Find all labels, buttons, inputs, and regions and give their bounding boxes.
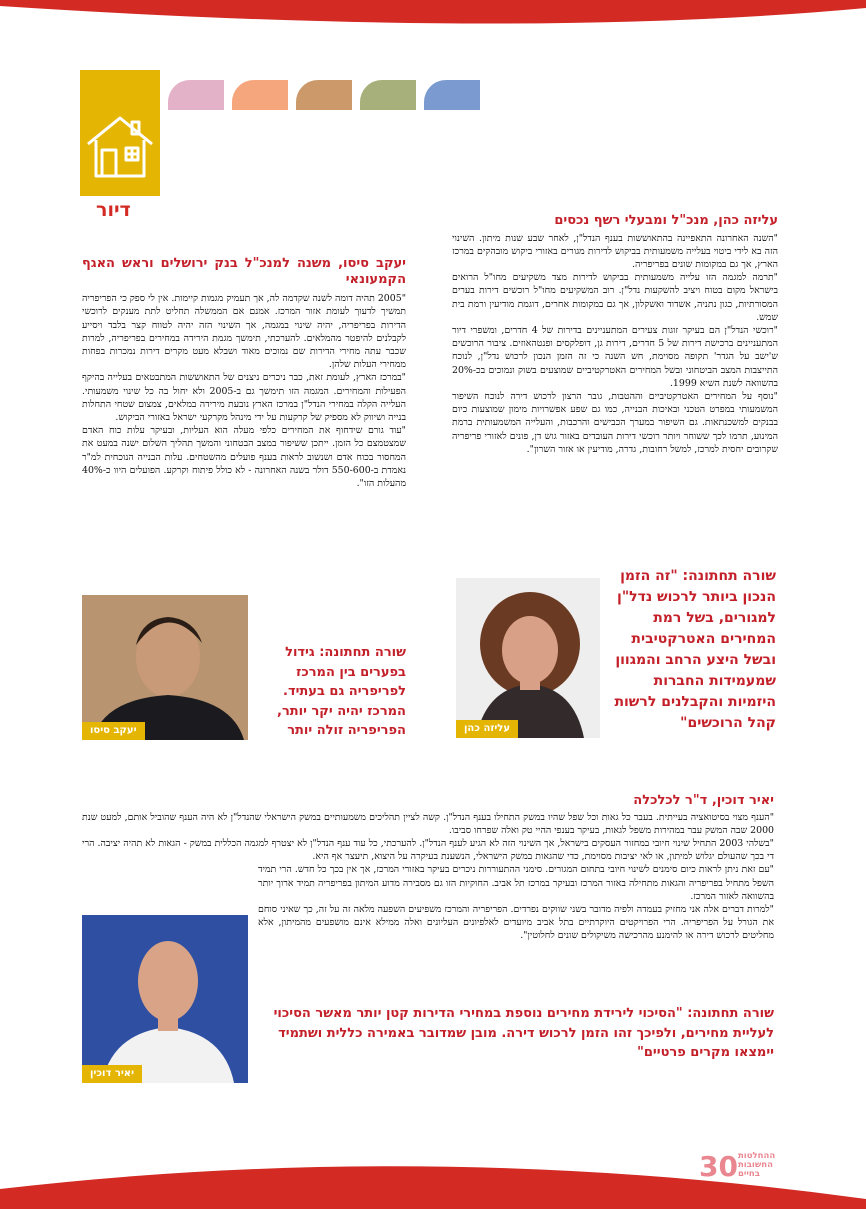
top-wave-decoration xyxy=(0,0,866,40)
paragraph: "עם זאת ניתן לראות כיום סימנים לשינוי חיובי בתחום המגורים. סימני ההתעוררות ניכרים בעיקר באזורי המרכז, אך אין בכך כל חדש. הרי תמיד השפל מתחיל בפריפריה והגאות מתחילה באזור המרכז ובעיקר במרכז תל אביב. החוקיות הזו גם מסבירה מדוע המיתון בפריפריה תמיד ארוך יותר בהשוואה לאזור המרכז. xyxy=(258,864,774,902)
portrait-photo xyxy=(456,578,600,738)
section-color-tabs xyxy=(168,80,480,110)
paragraph: "עוד גורם שידחוף את המחירים כלפי מעלה הוא העליות, ובעיקר עלות כוח האדם שמצטמצם כל הזמן. ייתכן ששיפור במצב הבטחוני והמשך תהליך השלום ישנה במעט את המחסור בכוח אדם ושנשוב לראות בענף פועלים מהשטחים. עלות הבנייה הנוכחית למ"ר נאמדת ב-550-600 דולר בשנה האחרונה - לא כולל פיתוח וקרקע. הפועלים היוו כ-40% מהעלות הזו". xyxy=(82,425,406,490)
paragraph: "במרכז הארץ, לעומת זאת, כבר ניכרים ניצנים של התאוששות המתבטאים בעלייה בהיקף הפעילות והמחירים. המגמה הזו תימשך גם ב-2005 ולא יחול בה כל שינוי משמעותי. העלייה הקלה במחירי הנדל"ן במרכז הארץ נובעת מירידה במלאים, צמצום שטחי התחלות בנייה ושיווק לא מספיק של קרקעות על ידי מינהל מקרקעי ישראל באזורי הביקוש. xyxy=(82,372,407,424)
color-tab xyxy=(232,80,288,110)
photo-caption: עליזה כהן xyxy=(456,720,518,738)
man-portrait-image xyxy=(82,915,248,1083)
paragraph: "הענף מצוי בסיטואציה בעייתית. בעבר כל גאות וכל שפל שהיו במשק התחילו בענף הנדל"ן. קשה לציין תהליכים משמעותיים במשק הישראלי שהנדל"ן לא היה הענף שהוביל אותם, למעט שנת 2000 שבה המשק עבר במהירות משפל לגאות, בעיקר בענפי ההיי טק ואלה שפרחו סביבו. xyxy=(82,811,774,836)
article-yaakov-siso xyxy=(82,256,406,490)
paragraph: "נוסף על המחירים האטרקטיביים וההטבות, גובר הרצון לרכוש דירה לנוכח השיפור המשמעותי במפרט הטכני ובאיכות הבנייה, כמו גם שפע אפשרויות מימון שמוצעות כיום בבנקים למשכנתאות. גם השיפור במערך הכבישים והרכבות, והעלייה המשמעותית ברמת המינוע, תרמו לכך ששוחר ויותר רוכשי דירות העובדים באזור גוש דן, פונים לאזורי פריפריה שקרובים יחסית למרכז, למשל רחובות, גדרה, מודיעין או אזור השרון". xyxy=(452,391,778,455)
bottom-line-quote: שורה תחתונה: "הסיכוי לירידת מחירים נוספת במחירי הדירות קטן יותר מאשר הסיכוי לעליית מחירים, ולפיכך זהו הזמן לרכוש דירה. מובן שמדובר באמירה כללית ושתמיד יימצאו מקרים פרטיים" xyxy=(273,1006,774,1060)
photo-caption: יעקב סיסו xyxy=(82,722,145,740)
page-number: 30 xyxy=(699,1150,738,1183)
woman-portrait-image xyxy=(456,578,600,738)
paragraph: "רוכשי הנדל"ן הם בעיקר זוגות צעירים המתעניינים בדירות של 4 חדרים, ומשפרי דיור המתעניינים ברכישת דירות של 5 חדרים, דירות גן, דופלקסים ופנטהאוזים. ציבור הרוכשים ש'ישב על הגדר' תקופה מסוימת, חש השנה כי זה הזמן הנכון לרכוש נדל"ן, לנוכח התייצבות המצב הביטחוני ובשל המחירים האטרקטיביים שמוצעים בשוק ונמוכים בכ-20% בהשוואה לשנת השיא 1999. xyxy=(452,325,779,389)
paragraph: "למרות דברים אלה אני מחזיק בעמדה ולפיה מדובר בשני שווקים נפרדים. הפריפריה והמרכז משפיעים השפעה מלאה זה על זה, כך שאיני סוחם את הגורל על הפריפריה. הרי הפרויקטים היוקרתיים בתל אביב מיועדים לאלפיונים העליונים ואלה ממילא אינם מושפעים מהמיתון, אלא מחליטים לרכוש דירה או להימנע מהרכישה משיקולים שונים לחלוטין". xyxy=(258,904,774,942)
portrait-photo xyxy=(82,915,248,1083)
portrait-photo xyxy=(82,595,248,740)
section-header-box xyxy=(80,70,160,196)
section-label: דיור xyxy=(96,199,131,221)
man-portrait-image xyxy=(82,595,248,740)
article-name: יעקב סיסו, משנה למנכ"ל בנק ירושלים וראש האגף הקמעונאי xyxy=(82,256,406,287)
article-name: יאיר דוכין, ד"ר לכלכלה xyxy=(633,793,774,808)
color-tab xyxy=(360,80,416,110)
brand-name: ההחלטות החשובות בחיים xyxy=(738,1151,776,1179)
color-tab xyxy=(296,80,352,110)
article-name: עליזה כהן, מנכ"ל ומבעלי רשף נכסים xyxy=(554,213,778,228)
paragraph: "2005 תהיה דומה לשנה שקדמה לה, אך תעמיק מגמות קיימות. אין לי ספק כי הפריפריה תמשיך לדעוך לעומת אזור המרכז. אמנם אם הממשלה תחליט לתת מענקים לרוכשי הדירות בפריפריה, יהיה שינוי במגמה, אך השינוי הזה יהיה לטווח קצר בלבד ויסייע לקבלנים להיפטר מהמלאים. להערכתי, תימשך מגמת הירידה במחירים בפריפריה, למרות שכבר עתה מחירי הדירות שם נמוכים מאוד ושבלא מעט מקרים דירות נמכרות בפחות ממחירי העלות שלהן. xyxy=(82,293,406,371)
photo-caption: יאיר דוכין xyxy=(82,1065,142,1083)
paragraph: "השנה האחרונה התאפיינה בהתאוששות בענף הנדל"ן, לאחר שבע שנות מיתון. השינוי הזה בא לידי ביטוי בעלייה משמעותית בביקוש לדירות מגורים באזורי ביקוש מובהקים במרכז הארץ, אך גם במקומות שונים בפריפריה. xyxy=(452,232,778,270)
color-tab xyxy=(168,80,224,110)
bottom-line-quote: שורה תחתונה: גידול בפערים בין המרכז לפריפריה גם בעתיד. המרכז יהיה יקר יותר, הפריפריה זולה יותר xyxy=(277,645,406,738)
paragraph: "תרמה למגמה הזו עלייה משמעותית בביקוש לדירות מצד משקיעים מחו"ל הרואים בישראל מקום בטוח ויציב להשקעות נדל"ן. רוב המשקיעים מחו"ל רוכשים דירות בערים המסורתיות, כגון נתניה, אשדוד ואשקלון, אך גם במקומות אחרים, דוגמת מודיעין ורמת בית שמש. xyxy=(452,272,778,323)
color-tab xyxy=(424,80,480,110)
paragraph: "בשלהי 2003 התחיל שינוי חיובי במחזור העסקים בישראל, אך השינוי הזה לא הגיע לענף הנדל"ן. להערכתי, כל עוד ענף הנדל"ן לא יצטרף למגמה הכללית במשק - הגאות לא תהיה יציבה. הרי די בכך שהעולם יגלוש למיתון, או לאי יציבות מסוימת, כדי שהגאות במשק הישראלי, הנשענת בעיקרה על היצוא, תיעצר אף היא. xyxy=(82,838,774,863)
house-icon xyxy=(84,114,156,180)
article-aliza-cohen xyxy=(452,213,778,456)
bottom-line-quote: שורה תחתונה: "זה הזמן הנכון ביותר לרכוש נדל"ן למגורים, בשל רמת המחירים האטרקטיבית ובשל היצע הרחב והמגוון שמעמידות החברות היזמיות והקבלנים לרשות קהל הרוכשים" xyxy=(614,568,776,731)
